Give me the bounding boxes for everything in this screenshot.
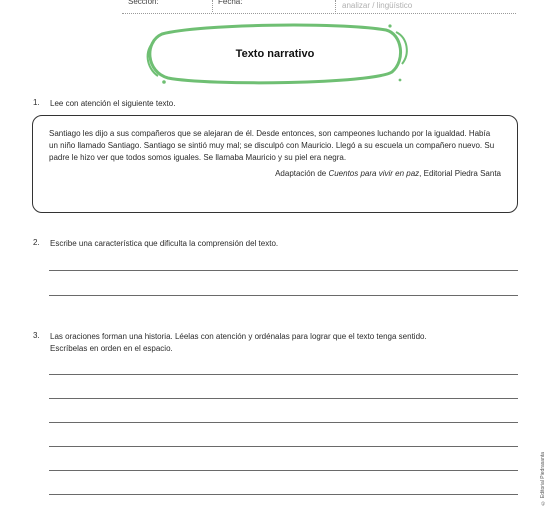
header-rule	[122, 13, 516, 14]
page-title: Texto narrativo	[235, 48, 315, 60]
answer-line[interactable]	[49, 295, 518, 296]
banner-dot	[388, 24, 391, 27]
answer-line[interactable]	[49, 470, 518, 471]
question-3-line-1: Las oraciones forman una historia. Léelas con atención y ordénalas para lograr que el texto tenga sentido.	[50, 332, 427, 341]
question-2-text: Escribe una característica que dificulta la comprensión del texto.	[50, 239, 279, 248]
answer-line[interactable]	[49, 374, 518, 375]
reading-credit	[49, 168, 501, 180]
answer-line[interactable]	[49, 446, 518, 447]
answer-line[interactable]	[49, 422, 518, 423]
credit-prefix: Adaptación de	[275, 169, 329, 178]
question-3-line-2: Escríbelas en orden en el espacio.	[50, 344, 173, 353]
credit-book-title: Cuentos para vivir en paz	[328, 169, 420, 178]
answer-line[interactable]	[49, 270, 518, 271]
answer-line[interactable]	[49, 494, 518, 495]
question-1-text: Lee con atención el siguiente texto.	[50, 99, 176, 108]
reading-box	[32, 115, 518, 213]
date-label: Fecha:	[218, 0, 243, 6]
reading-paragraph: Santiago les dijo a sus compañeros que se alejaran de él. Desde entonces, son campeones luchando por la igualdad. Había un niño llamado Santiago. Santiago se sintió muy mal; se disculpó con Mauricio. Llegó a su escuela un compañero nuevo. Su padre le hizo ver que todos somos iguales. Se llamaba Mauricio y su piel era negra.	[49, 129, 495, 162]
question-2-number: 2.	[33, 238, 40, 247]
answer-line[interactable]	[49, 398, 518, 399]
section-label: Sección:	[128, 0, 159, 6]
header-divider	[335, 0, 336, 12]
skill-text: analizar / lingüístico	[342, 1, 413, 10]
side-credit: © Editorial Piedrasanta	[540, 452, 546, 506]
credit-suffix: , Editorial Piedra Santa	[419, 169, 501, 178]
question-3-text	[50, 331, 520, 355]
banner-dot	[162, 80, 166, 84]
header-divider	[212, 0, 213, 12]
banner-dot	[399, 79, 402, 82]
question-1-number: 1.	[33, 98, 40, 107]
question-3-number: 3.	[33, 331, 40, 340]
